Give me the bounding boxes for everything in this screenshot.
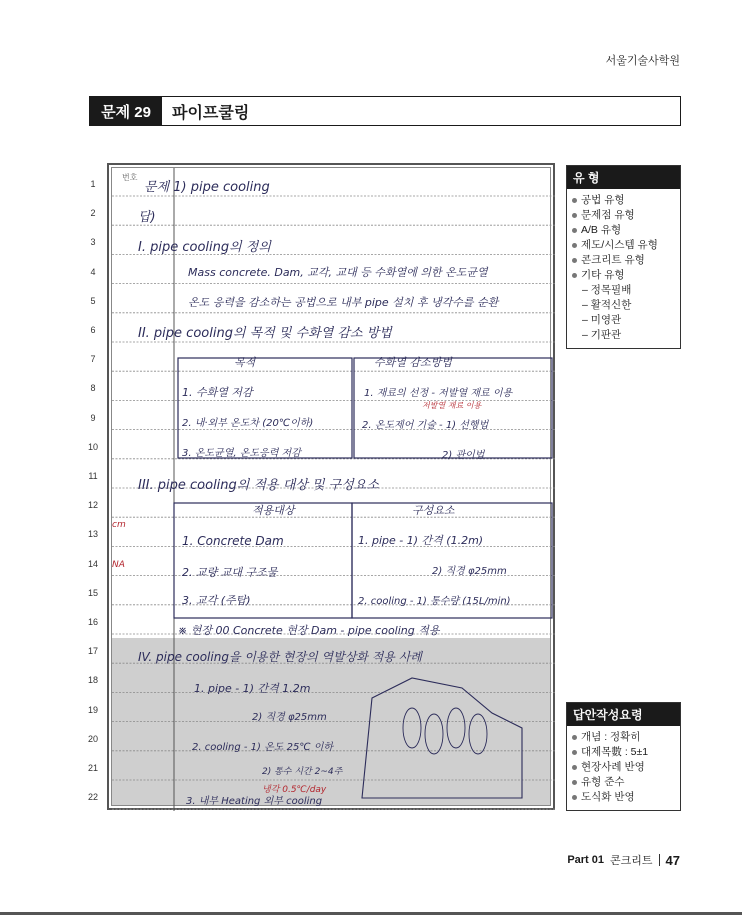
type-sub-item: – 기판관 — [582, 329, 622, 341]
line-number: 7 — [90, 354, 96, 365]
handwritten-line: 문제 1) pipe cooling — [144, 180, 270, 195]
guide-item: 개념 : 정확히 — [572, 730, 675, 745]
handwritten-line: 3. 온도균열, 온도응력 저감 — [182, 448, 301, 459]
page-footer — [567, 852, 680, 868]
handwritten-line: 3. 교각 (주탑) — [182, 594, 251, 607]
type-panel-heading: 유 형 — [567, 166, 680, 189]
handwritten-line: 1. pipe - 1) 간격 (1.2m) — [358, 534, 484, 547]
pipe-loop-sketch — [403, 708, 421, 748]
handwritten-line: IV. pipe cooling을 이용한 현장의 역발상화 적용 사례 — [138, 650, 422, 664]
line-number: 10 — [87, 441, 98, 452]
footer-part: Part 01 — [567, 854, 605, 866]
type-sub-item: – 정목필배 — [582, 284, 632, 296]
handwritten-line: 1. Concrete Dam — [182, 534, 284, 548]
handwritten-line: 1. 재료의 선정 - 저발열 재료 이용 — [364, 388, 513, 399]
line-number: 2 — [90, 208, 96, 219]
line-number: 20 — [87, 733, 98, 744]
handwritten-line: 3. 내부 Heating 외부 cooling — [186, 796, 323, 807]
problem-title-box — [89, 96, 681, 126]
line-number: 12 — [87, 500, 98, 511]
guide-item: 대제목數 : 5±1 — [572, 745, 675, 760]
line-number: 6 — [90, 325, 96, 335]
line-number: 8 — [90, 383, 96, 394]
guide-item: 유형 준수 — [572, 775, 675, 790]
type-item: 제도/시스템 유형 — [572, 238, 675, 253]
handwritten-line: 2) 관이법 — [442, 450, 485, 461]
line-number: 18 — [87, 675, 98, 686]
handwritten-line: 수화열 감소방법 — [374, 356, 452, 369]
pipe-loop-sketch — [447, 708, 465, 748]
line-number: 13 — [87, 529, 98, 540]
line-number: 3 — [90, 237, 96, 248]
type-panel — [566, 165, 681, 349]
footer-chapter: 콘크리트 — [610, 855, 653, 867]
handwritten-line: 2. cooling - 1) 통수량 (15L/min) — [358, 596, 511, 607]
pipe-loop-sketch — [469, 714, 487, 754]
handwritten-line: 2) 통수 시간 2~4주 — [262, 767, 343, 777]
problem-number: 문제 29 — [90, 97, 162, 125]
line-number: 9 — [90, 412, 96, 423]
type-item: 기타 유형 — [572, 268, 675, 283]
handwritten-line: III. pipe cooling의 적용 대상 및 구성요소 — [138, 478, 379, 493]
red-annotation: NA — [112, 560, 125, 570]
answer-sheet — [107, 163, 555, 810]
line-number: 1 — [90, 179, 96, 189]
handwritten-line: 1. 수화열 저감 — [182, 386, 253, 399]
handwritten-line: 2. 내·외부 온도차 (20℃이하) — [182, 418, 314, 429]
type-sub-item: – 미영관 — [582, 314, 622, 326]
line-number: 11 — [88, 471, 98, 481]
line-number: 14 — [87, 558, 98, 569]
corner-label: 번호 — [122, 173, 138, 182]
guide-item: 도식화 반영 — [572, 790, 675, 805]
handwritten-line: 목적 — [234, 356, 256, 369]
line-number: 16 — [87, 617, 98, 627]
type-item: 문제점 유형 — [572, 208, 675, 223]
page-number: 47 — [665, 852, 680, 868]
handwritten-line: 구성요소 — [412, 504, 455, 517]
handwritten-line: I. pipe cooling의 정의 — [138, 240, 271, 255]
red-annotation: cm — [112, 520, 126, 530]
problem-title: 파이프쿨링 — [172, 104, 250, 122]
line-number: 19 — [87, 704, 98, 715]
handwritten-line: Mass concrete. Dam, 교각, 교대 등 수화열에 의한 온도균열 — [188, 266, 488, 279]
line-number-column — [82, 165, 104, 810]
line-number: 4 — [90, 266, 96, 277]
answer-guide-heading: 답안작성요령 — [567, 703, 680, 726]
type-item: A/B 유형 — [572, 223, 675, 238]
handwritten-line: 답) — [138, 210, 156, 225]
red-annotation: 저발열 재료 이용 — [422, 401, 482, 410]
red-annotation: 냉각 0.5℃/day — [262, 785, 327, 795]
line-number: 22 — [87, 792, 98, 803]
line-number: 15 — [87, 587, 98, 598]
handwritten-line: ※ 현장 00 Concrete 현장 Dam - pipe cooling 적용 — [178, 624, 440, 637]
handwritten-line: 온도 응력을 감소하는 공법으로 내부 pipe 설치 후 냉각수를 순환 — [188, 296, 499, 309]
handwritten-line: 적용대상 — [252, 504, 295, 517]
handwritten-line: 2) 직경 φ25mm — [252, 712, 327, 723]
line-number: 17 — [87, 646, 98, 657]
handwritten-line: II. pipe cooling의 목적 및 수화열 감소 방법 — [138, 326, 392, 341]
handwritten-table-box — [178, 358, 352, 458]
type-item: 공법 유형 — [572, 193, 675, 208]
type-sub-item: – 활적신한 — [582, 299, 632, 311]
handwritten-line: 1. pipe - 1) 간격 1.2m — [194, 682, 311, 695]
type-item: 콘크리트 유형 — [572, 253, 675, 268]
line-number: 5 — [90, 295, 96, 306]
answer-guide-panel — [566, 702, 681, 811]
pipe-loop-sketch — [425, 714, 443, 754]
handwritten-line: 2. cooling - 1) 온도 25℃ 이하 — [192, 742, 334, 753]
handwritten-line: 2. 온도제어 기술 - 1) 선행법 — [362, 420, 489, 431]
line-number: 21 — [87, 763, 98, 773]
handwritten-line: 2. 교량 교대 구조물 — [182, 566, 278, 579]
academy-name: 서울기술사학원 — [605, 55, 680, 67]
handwritten-line: 2) 직경 φ25mm — [432, 566, 507, 577]
guide-item: 현장사례 반영 — [572, 760, 675, 775]
